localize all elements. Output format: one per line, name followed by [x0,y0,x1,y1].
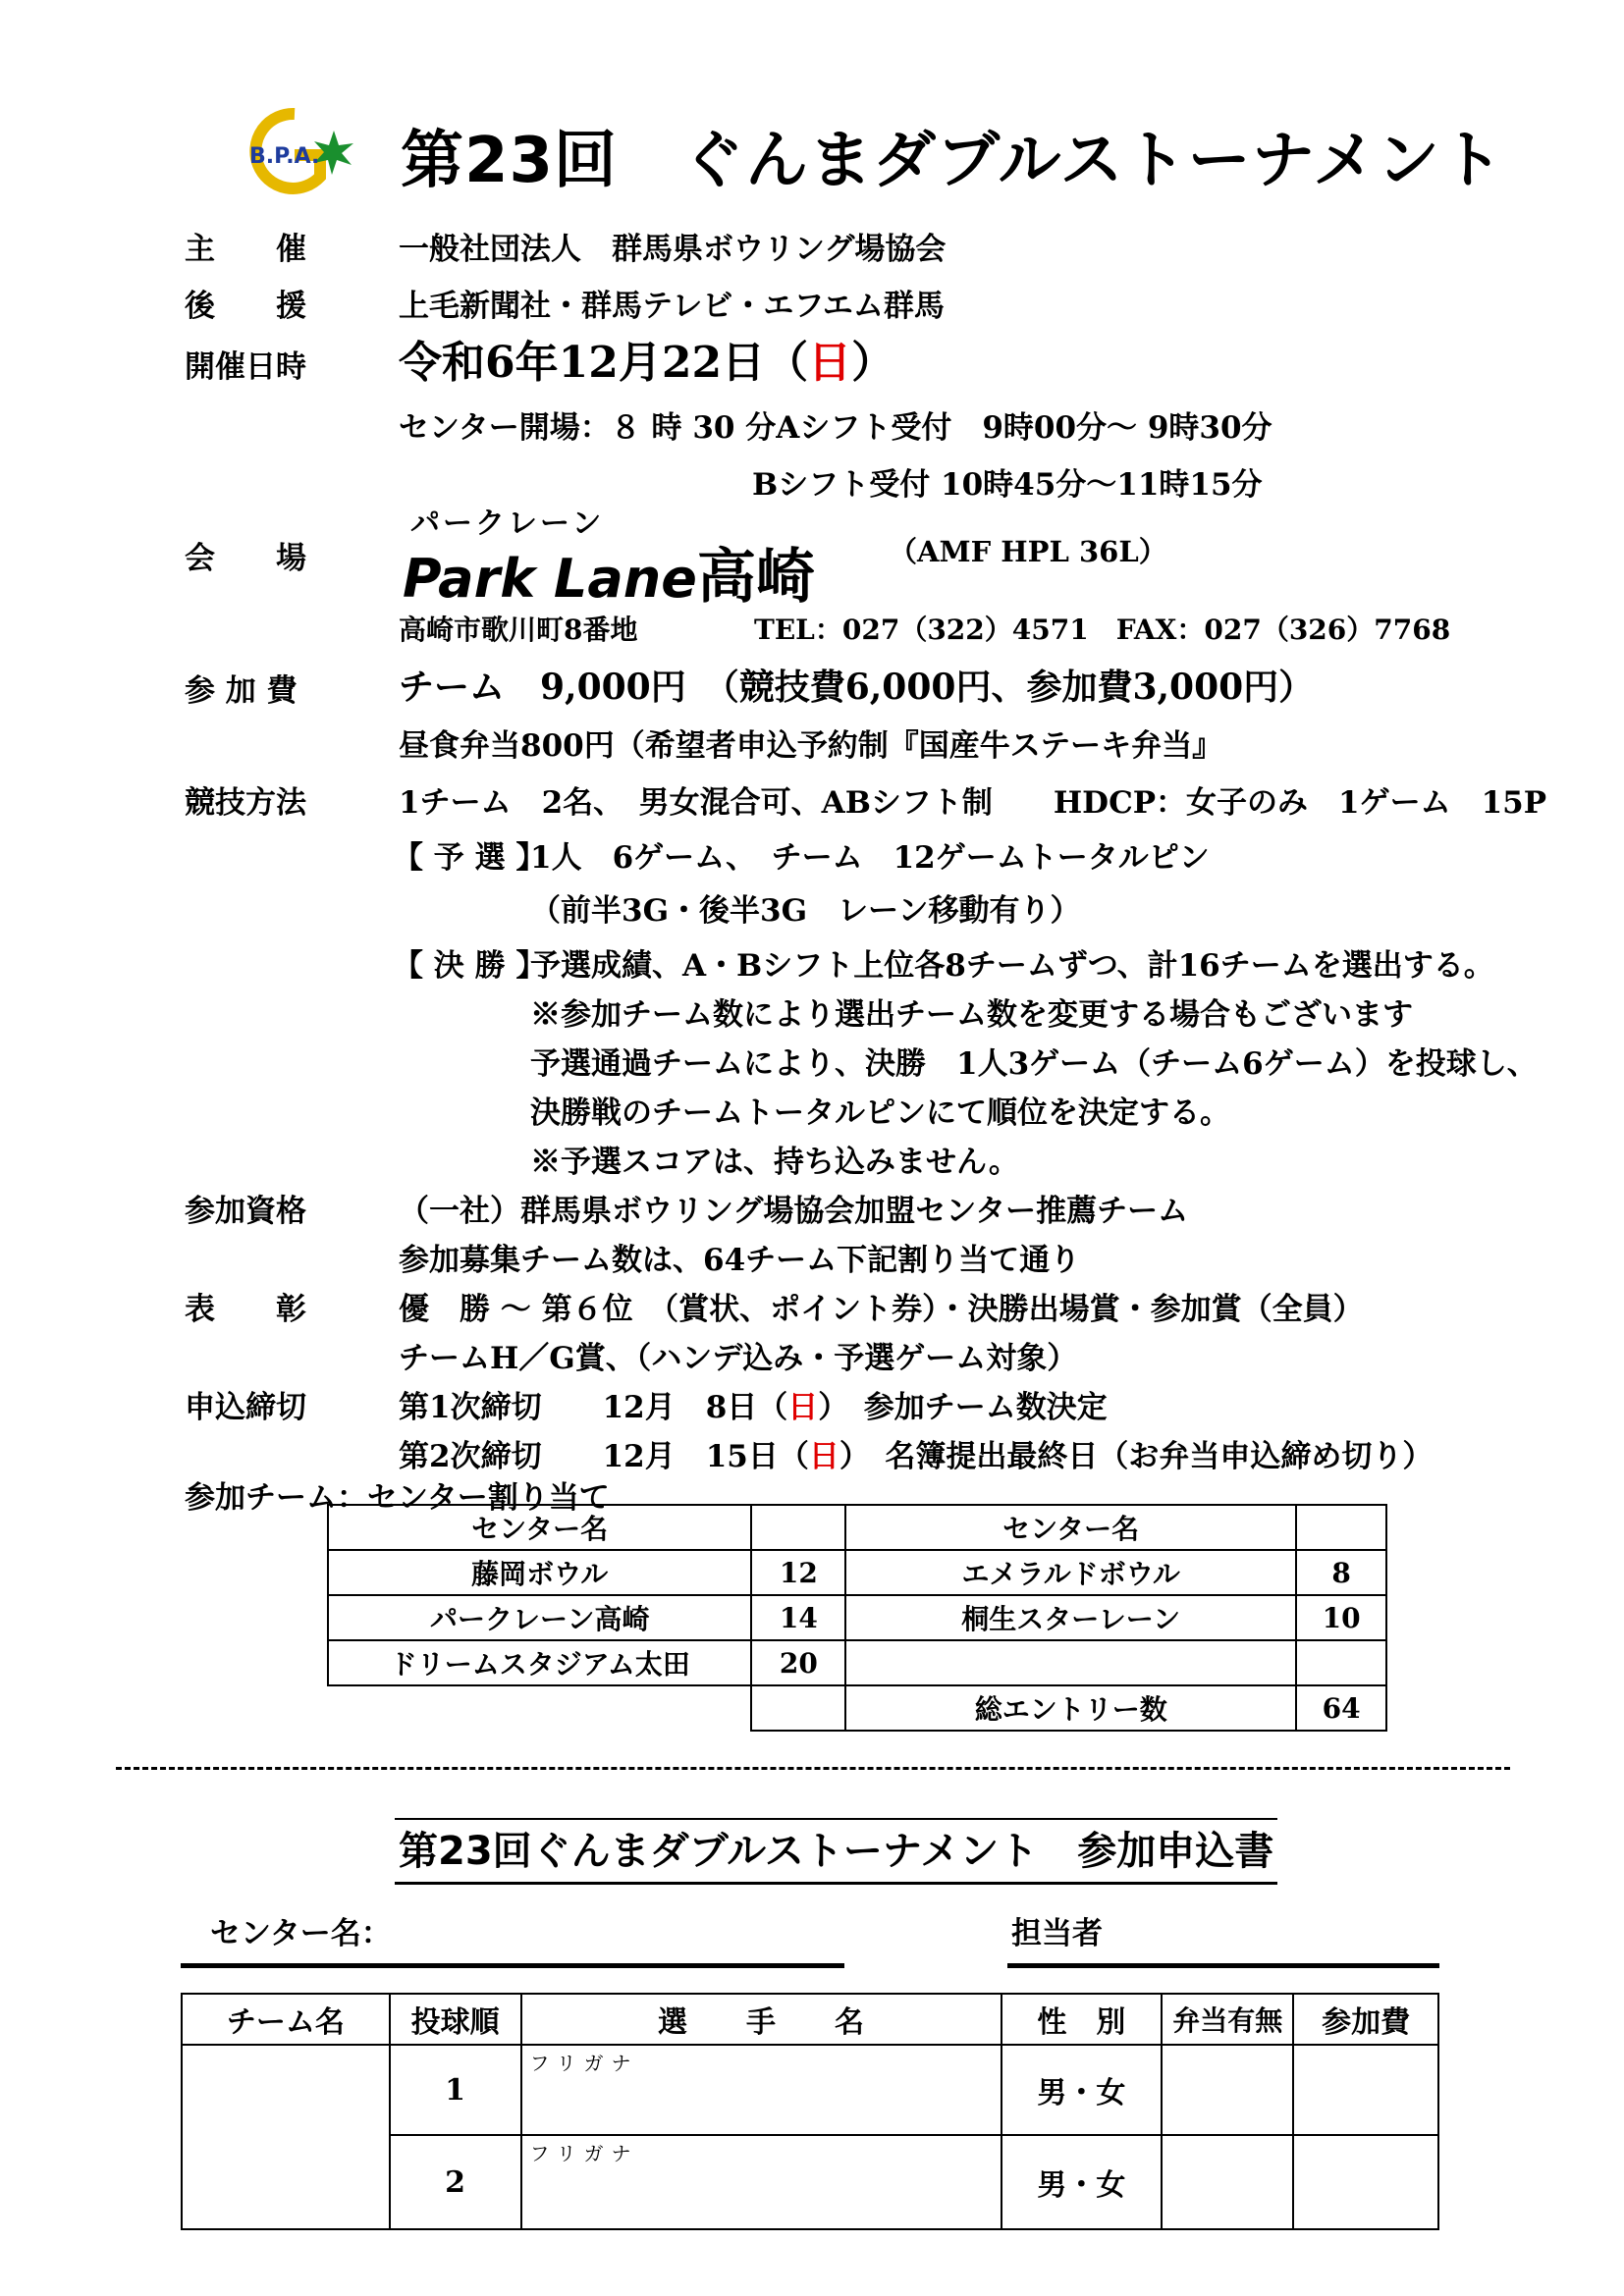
sex-cell[interactable]: 男・女 [1001,2135,1163,2229]
venue-logo-name [403,530,815,614]
form-title: 第23回ぐんまダブルストーナメント 参加申込書 [395,1818,1277,1885]
sex-cell[interactable]: 男・女 [1001,2045,1163,2135]
alloc-count: 14 [751,1595,845,1640]
method-note4: ※予選スコアは、持ち込みません。 [530,1145,1019,1180]
venue-label: 会 場 [185,541,306,576]
deadline-2-dow: 日 [808,1439,839,1474]
header-fee: 参加費 [1293,1994,1438,2045]
deadline-2-b: ） 名簿提出最終日（お弁当申込締め切り） [839,1439,1434,1474]
method-note3: 決勝戦のチームトータルピンにて順位を決定する。 [530,1095,1230,1131]
method-line1: 1チーム 2名、 男女混合可、ABシフト制 HDCP：女子のみ 1ゲーム 15P [399,785,1547,821]
host-label: 主 催 [185,232,306,267]
alloc-total-empty [751,1685,845,1731]
application-table [181,1993,1439,2230]
fee-label: 参 加 費 [185,673,298,709]
alloc-total-label: 総エントリー数 [845,1685,1296,1731]
award-line1: 優 勝 ～ 第６位 （賞状、ポイント券）・決勝出場賞・参加賞（全員） [399,1292,1364,1327]
qual-text2: （前半3G・後半3G レーン移動有り） [530,893,1081,929]
player-name-cell[interactable] [521,2135,1001,2229]
header-sex: 性 別 [1001,1994,1163,2045]
qualify-line1: （一社）群馬県ボウリング場協会加盟センター推薦チーム [399,1194,1189,1229]
table-row [328,1595,1386,1640]
alloc-center: エメラルドボウル [845,1550,1296,1595]
qual-tag: 【 予 選 】 [393,840,547,876]
alloc-header-count2 [1296,1505,1386,1550]
player-name-cell[interactable] [521,2045,1001,2135]
event-date-dow: 日 [808,338,852,388]
page-title: 第23回 ぐんまダブルストーナメント [401,125,1505,197]
alloc-empty [328,1685,751,1731]
award-line2: チームH／G賞、（ハンデ込み・予選ゲーム対象） [399,1341,1078,1376]
alloc-header-row [328,1505,1386,1550]
event-date-main: 令和6年12月22日（ [399,338,809,388]
fee-cell[interactable] [1293,2045,1438,2135]
final-text: 予選成績、A・Bシフト上位各8チームずつ、計16チームを選出する。 [530,948,1494,984]
deadline-1 [399,1382,1108,1426]
host-value: 一般社団法人 群馬県ボウリング場協会 [399,232,947,267]
alloc-count: 8 [1296,1550,1386,1595]
header-team: チーム名 [182,1994,390,2045]
fee-cell[interactable] [1293,2135,1438,2229]
alloc-center: パークレーン高崎 [328,1595,751,1640]
venue-logo-en: Park Lane [403,548,697,610]
bpa-logo-icon [236,106,361,194]
venue-address: 高崎市歌川町8番地 [399,614,638,646]
award-label: 表 彰 [185,1292,306,1327]
deadline-1-a: 第1次締切 12月 8日（ [399,1390,788,1425]
alloc-table [327,1504,1387,1732]
alloc-header-center2: センター名 [845,1505,1296,1550]
deadline-1-dow: 日 [787,1390,819,1425]
venue-logo-kana: パークレーン [410,507,605,541]
deadline-2 [399,1431,1433,1475]
center-name-field[interactable] [181,1959,844,1968]
team-name-cell[interactable] [182,2045,390,2229]
qualify-label: 参加資格 [185,1194,306,1229]
furigana-label: フリガナ [529,2052,639,2075]
header-player: 選 手 名 [521,1994,1001,2045]
svg-text:B.P.A.: B.P.A. [249,144,320,169]
alloc-center: 桐生スターレーン [845,1595,1296,1640]
venue-tel: TEL：027（322）4571 FAX：027（326）7768 [754,614,1451,646]
venue-spec: （AMF HPL 36L） [889,535,1167,568]
support-value: 上毛新聞社・群馬テレビ・エフエム群馬 [399,289,945,324]
alloc-count [1296,1640,1386,1685]
person-field[interactable] [1007,1959,1439,1968]
reception-line1: センター開場：８ 時 30 分Aシフト受付 9時00分～ 9時30分 [399,410,1272,446]
header-lunch: 弁当有無 [1162,1994,1293,2045]
alloc-total-value: 64 [1296,1685,1386,1731]
reception-line2: Bシフト受付 10時45分～11時15分 [752,467,1263,503]
alloc-count: 10 [1296,1595,1386,1640]
method-note1: ※参加チーム数により選出チーム数を変更する場合もございます [530,997,1413,1033]
center-name-label: センター名： [210,1916,392,1951]
table-row [328,1640,1386,1685]
fee-main: チーム 9,000円 （競技費6,000円、参加費3,000円） [399,667,1315,708]
deadline-1-b: ） 参加チーム数決定 [818,1390,1108,1425]
alloc-count: 12 [751,1550,845,1595]
table-row [328,1550,1386,1595]
alloc-center [845,1640,1296,1685]
event-date-close: ） [851,338,895,388]
alloc-center: ドリームスタジアム太田 [328,1640,751,1685]
order-cell: 2 [390,2135,521,2229]
method-note2: 予選通過チームにより、決勝 1人3ゲーム（チーム6ゲーム）を投球し、 [530,1046,1538,1082]
venue-logo-jp: 高崎 [696,543,815,612]
fee-lunch: 昼食弁当800円（希望者申込予約制『国産牛ステーキ弁当』 [399,728,1223,764]
lunch-cell[interactable] [1162,2135,1293,2229]
event-date [399,327,894,390]
order-cell: 1 [390,2045,521,2135]
table-row [182,2045,1438,2135]
qual-text: 1人 6ゲーム、 チーム 12ゲームトータルピン [530,840,1210,876]
qualify-line2: 参加募集チーム数は、64チーム下記割り当て通り [399,1243,1081,1278]
final-tag: 【 決 勝 】 [393,948,547,984]
alloc-header-count1 [751,1505,845,1550]
person-label: 担当者 [1011,1916,1103,1951]
deadline-label: 申込締切 [185,1390,306,1425]
alloc-count: 20 [751,1640,845,1685]
header-order: 投球順 [390,1994,521,2045]
deadline-2-a: 第2次締切 12月 15日（ [399,1439,809,1474]
lunch-cell[interactable] [1162,2045,1293,2135]
support-label: 後 援 [185,289,306,324]
method-label: 競技方法 [185,785,306,821]
alloc-total-row [328,1685,1386,1731]
date-label: 開催日時 [185,349,306,385]
cut-line [116,1767,1510,1770]
alloc-header-center1: センター名 [328,1505,751,1550]
form-header-row [182,1994,1438,2045]
furigana-label: フリガナ [529,2142,639,2165]
alloc-caption: 参加チーム：センター割り当て [185,1480,610,1516]
alloc-center: 藤岡ボウル [328,1550,751,1595]
